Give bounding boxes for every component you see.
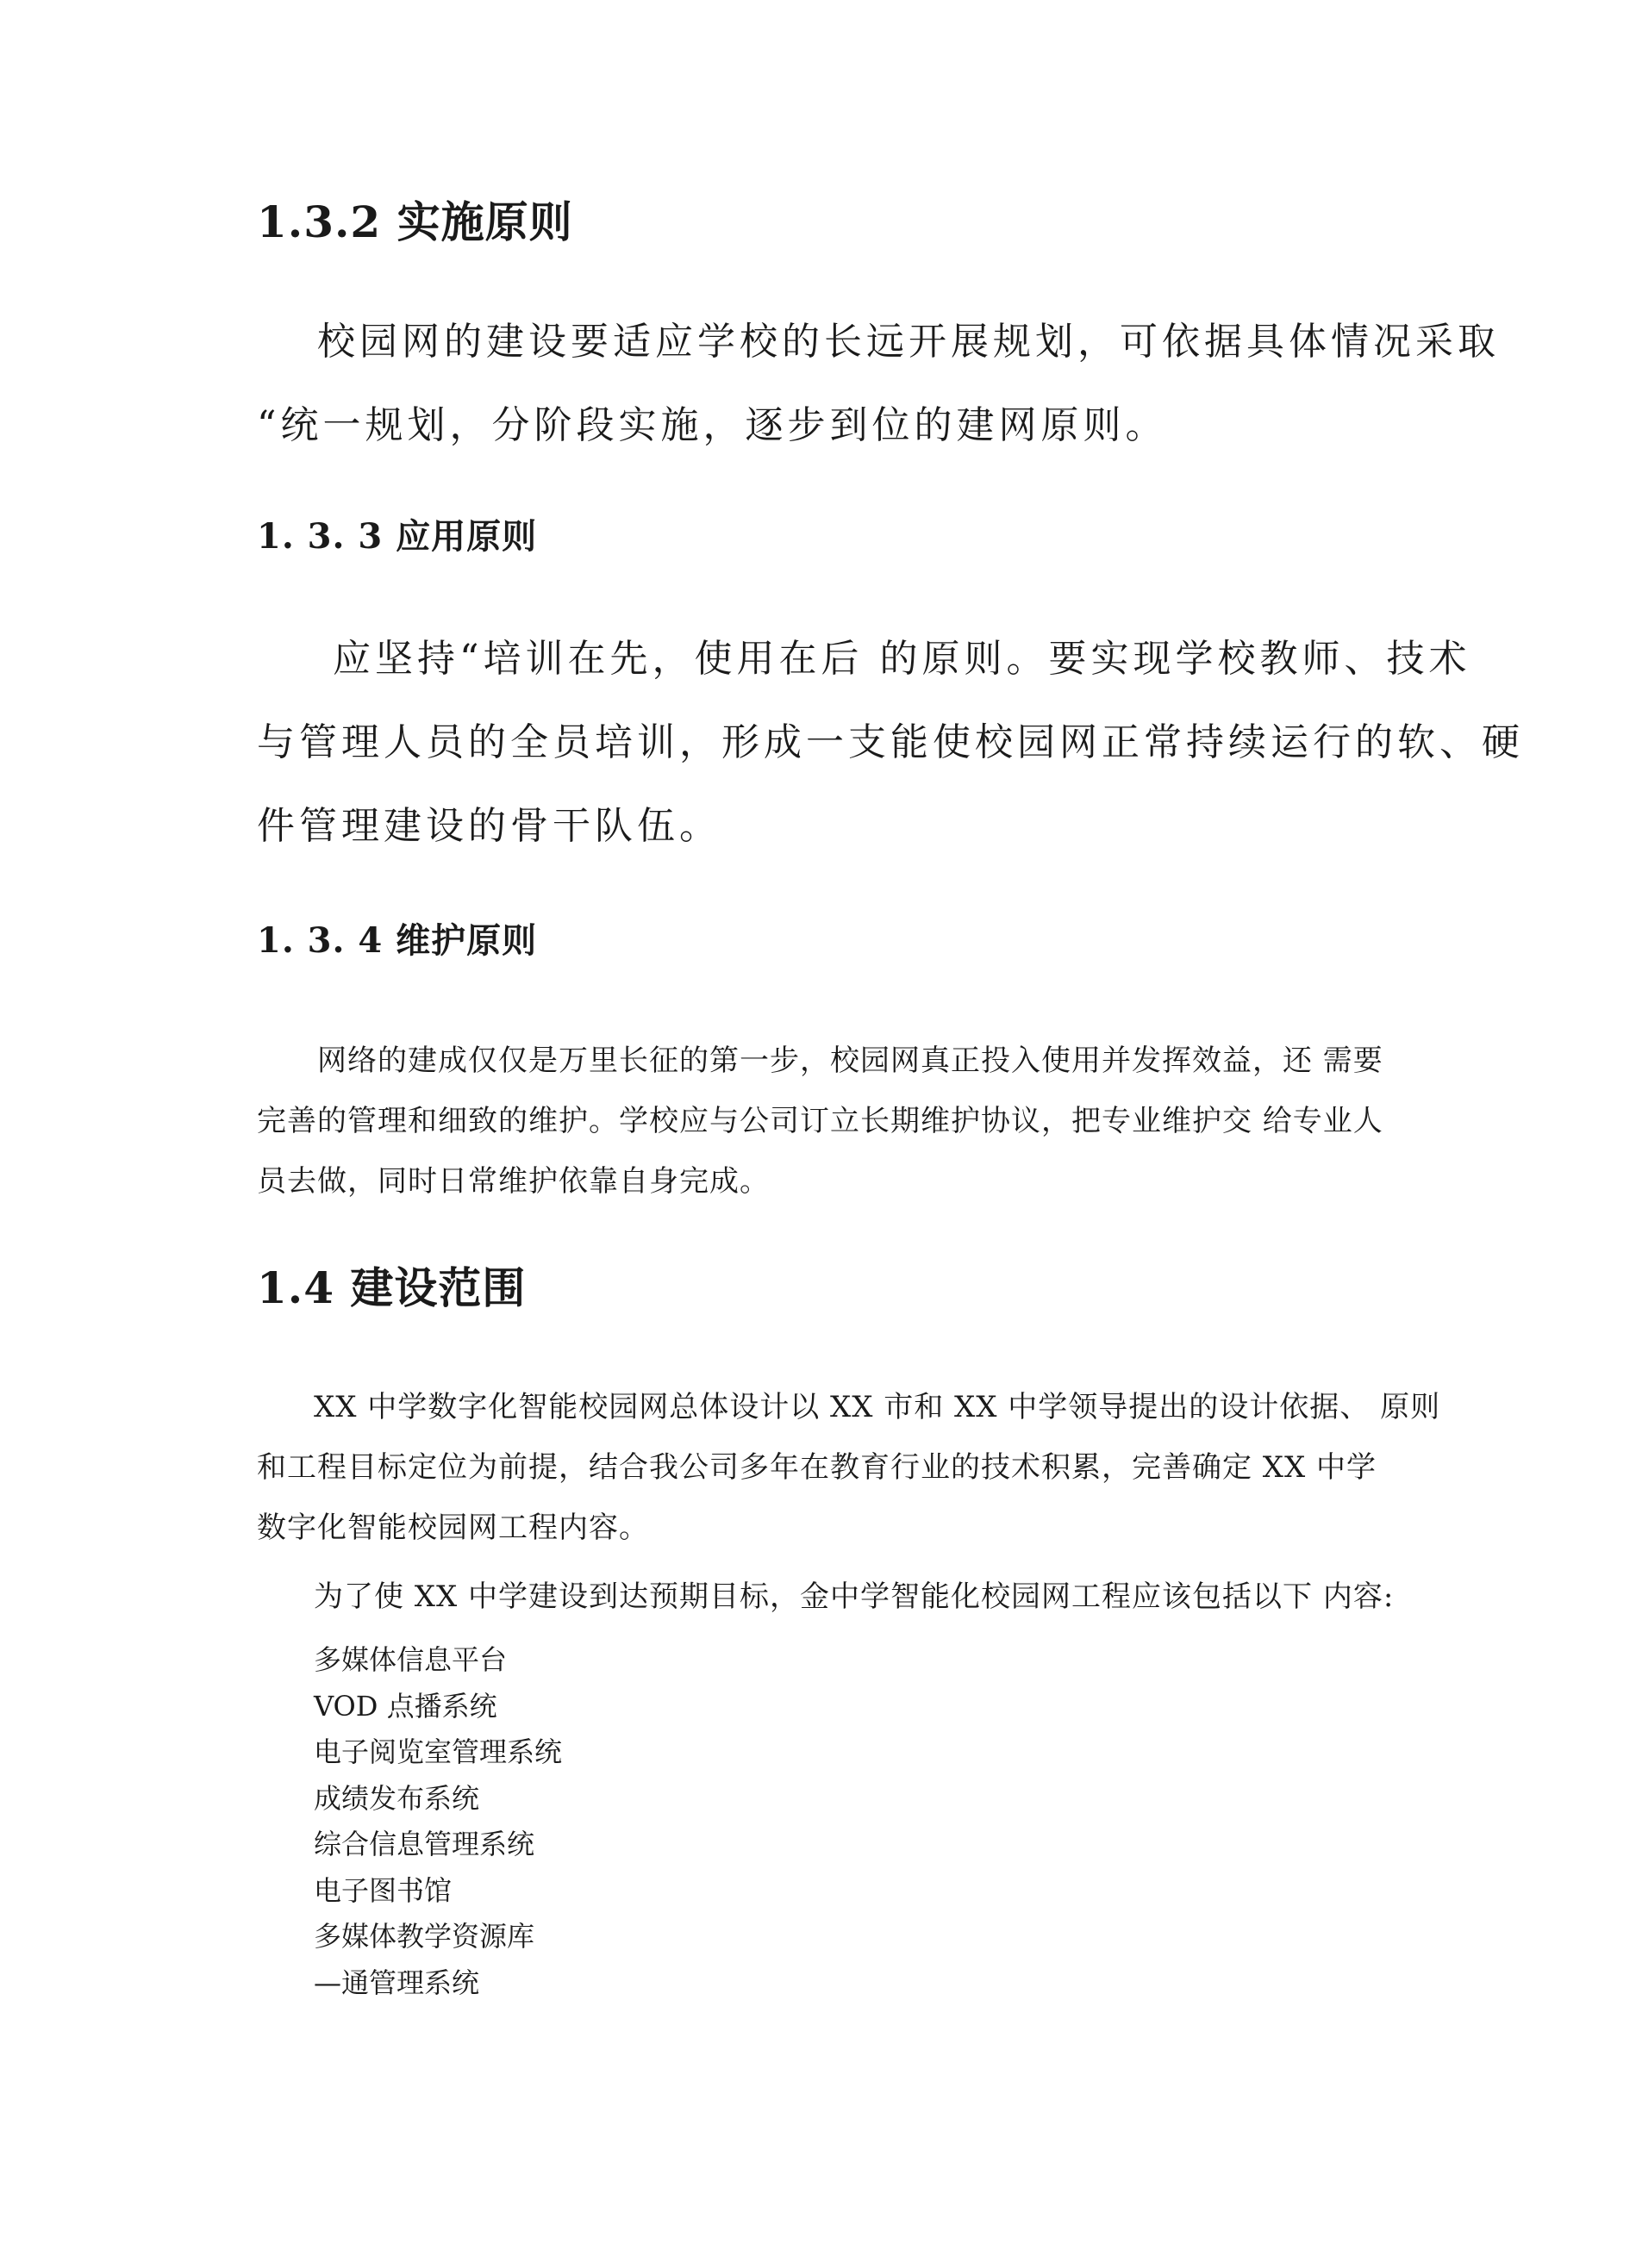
paragraph-line: 网络的建成仅仅是万里长征的第一步，校园网真正投入使用并发挥效益，还 需要 (317, 1044, 1383, 1078)
list-item: —通管理系统 (314, 1966, 480, 1999)
paragraph-line: 和工程目标定位为前提，结合我公司多年在教育行业的技术积累，完善确定 XX 中学 (257, 1450, 1377, 1485)
paragraph-scope-intro (257, 1567, 1452, 1627)
paragraph-line: 与管理人员的全员培训，形成一支能使校园网正常持续运行的软、硬 (257, 720, 1524, 764)
section-heading-1-3-3: 1. 3. 3 应用原则 (257, 516, 538, 557)
section-heading-1-3-4: 1. 3. 4 维护原则 (257, 920, 538, 961)
paragraph-line: 校园网的建设要适应学校的长远开展规划，可依据具体情况采取 (317, 320, 1500, 364)
paragraph-line: 件管理建设的骨干队伍。 (257, 804, 721, 848)
paragraph-line: 员去做，同时日常维护依靠自身完成。 (257, 1164, 770, 1199)
list-item: 综合信息管理系统 (314, 1828, 535, 1860)
list-item: 多媒体教学资源库 (314, 1920, 535, 1953)
list-item: 多媒体信息平台 (314, 1643, 508, 1676)
list-item: VOD 点播系统 (314, 1689, 497, 1723)
list-item: 成绩发布系统 (314, 1781, 480, 1815)
paragraph-line: XX 中学数字化智能校园网总体设计以 XX 市和 XX 中学领导提出的设计依据、 原则 (314, 1390, 1441, 1424)
section-heading-1-4: 1.4 建设范围 (257, 1262, 527, 1313)
paragraph-line: 为了使 XX 中学建设到达预期目标，金中学智能化校园网工程应该包括以下 内容: (314, 1580, 1395, 1614)
scope-item-list (314, 1637, 562, 2006)
paragraph-maintenance-principle (257, 1031, 1395, 1212)
paragraph-line: 应坚持“培训在先，使用在后 的原则。要实现学校教师、技术 (333, 637, 1471, 681)
paragraph-line: “统一规划，分阶段实施，逐步到位的建网原则。 (257, 403, 1168, 447)
paragraph-line: 数字化智能校园网工程内容。 (257, 1511, 649, 1545)
paragraph-application-principle (257, 617, 1524, 868)
list-item: 电子图书馆 (314, 1873, 453, 1907)
section-heading-1-3-2: 1.3.2 实施原则 (257, 196, 573, 247)
paragraph-implementation-principle (257, 300, 1500, 467)
paragraph-construction-scope (257, 1377, 1441, 1558)
list-item: 电子阅览室管理系统 (314, 1735, 563, 1768)
paragraph-line: 完善的管理和细致的维护。学校应与公司订立长期维护协议，把专业维护交 给专业人 (257, 1104, 1383, 1138)
